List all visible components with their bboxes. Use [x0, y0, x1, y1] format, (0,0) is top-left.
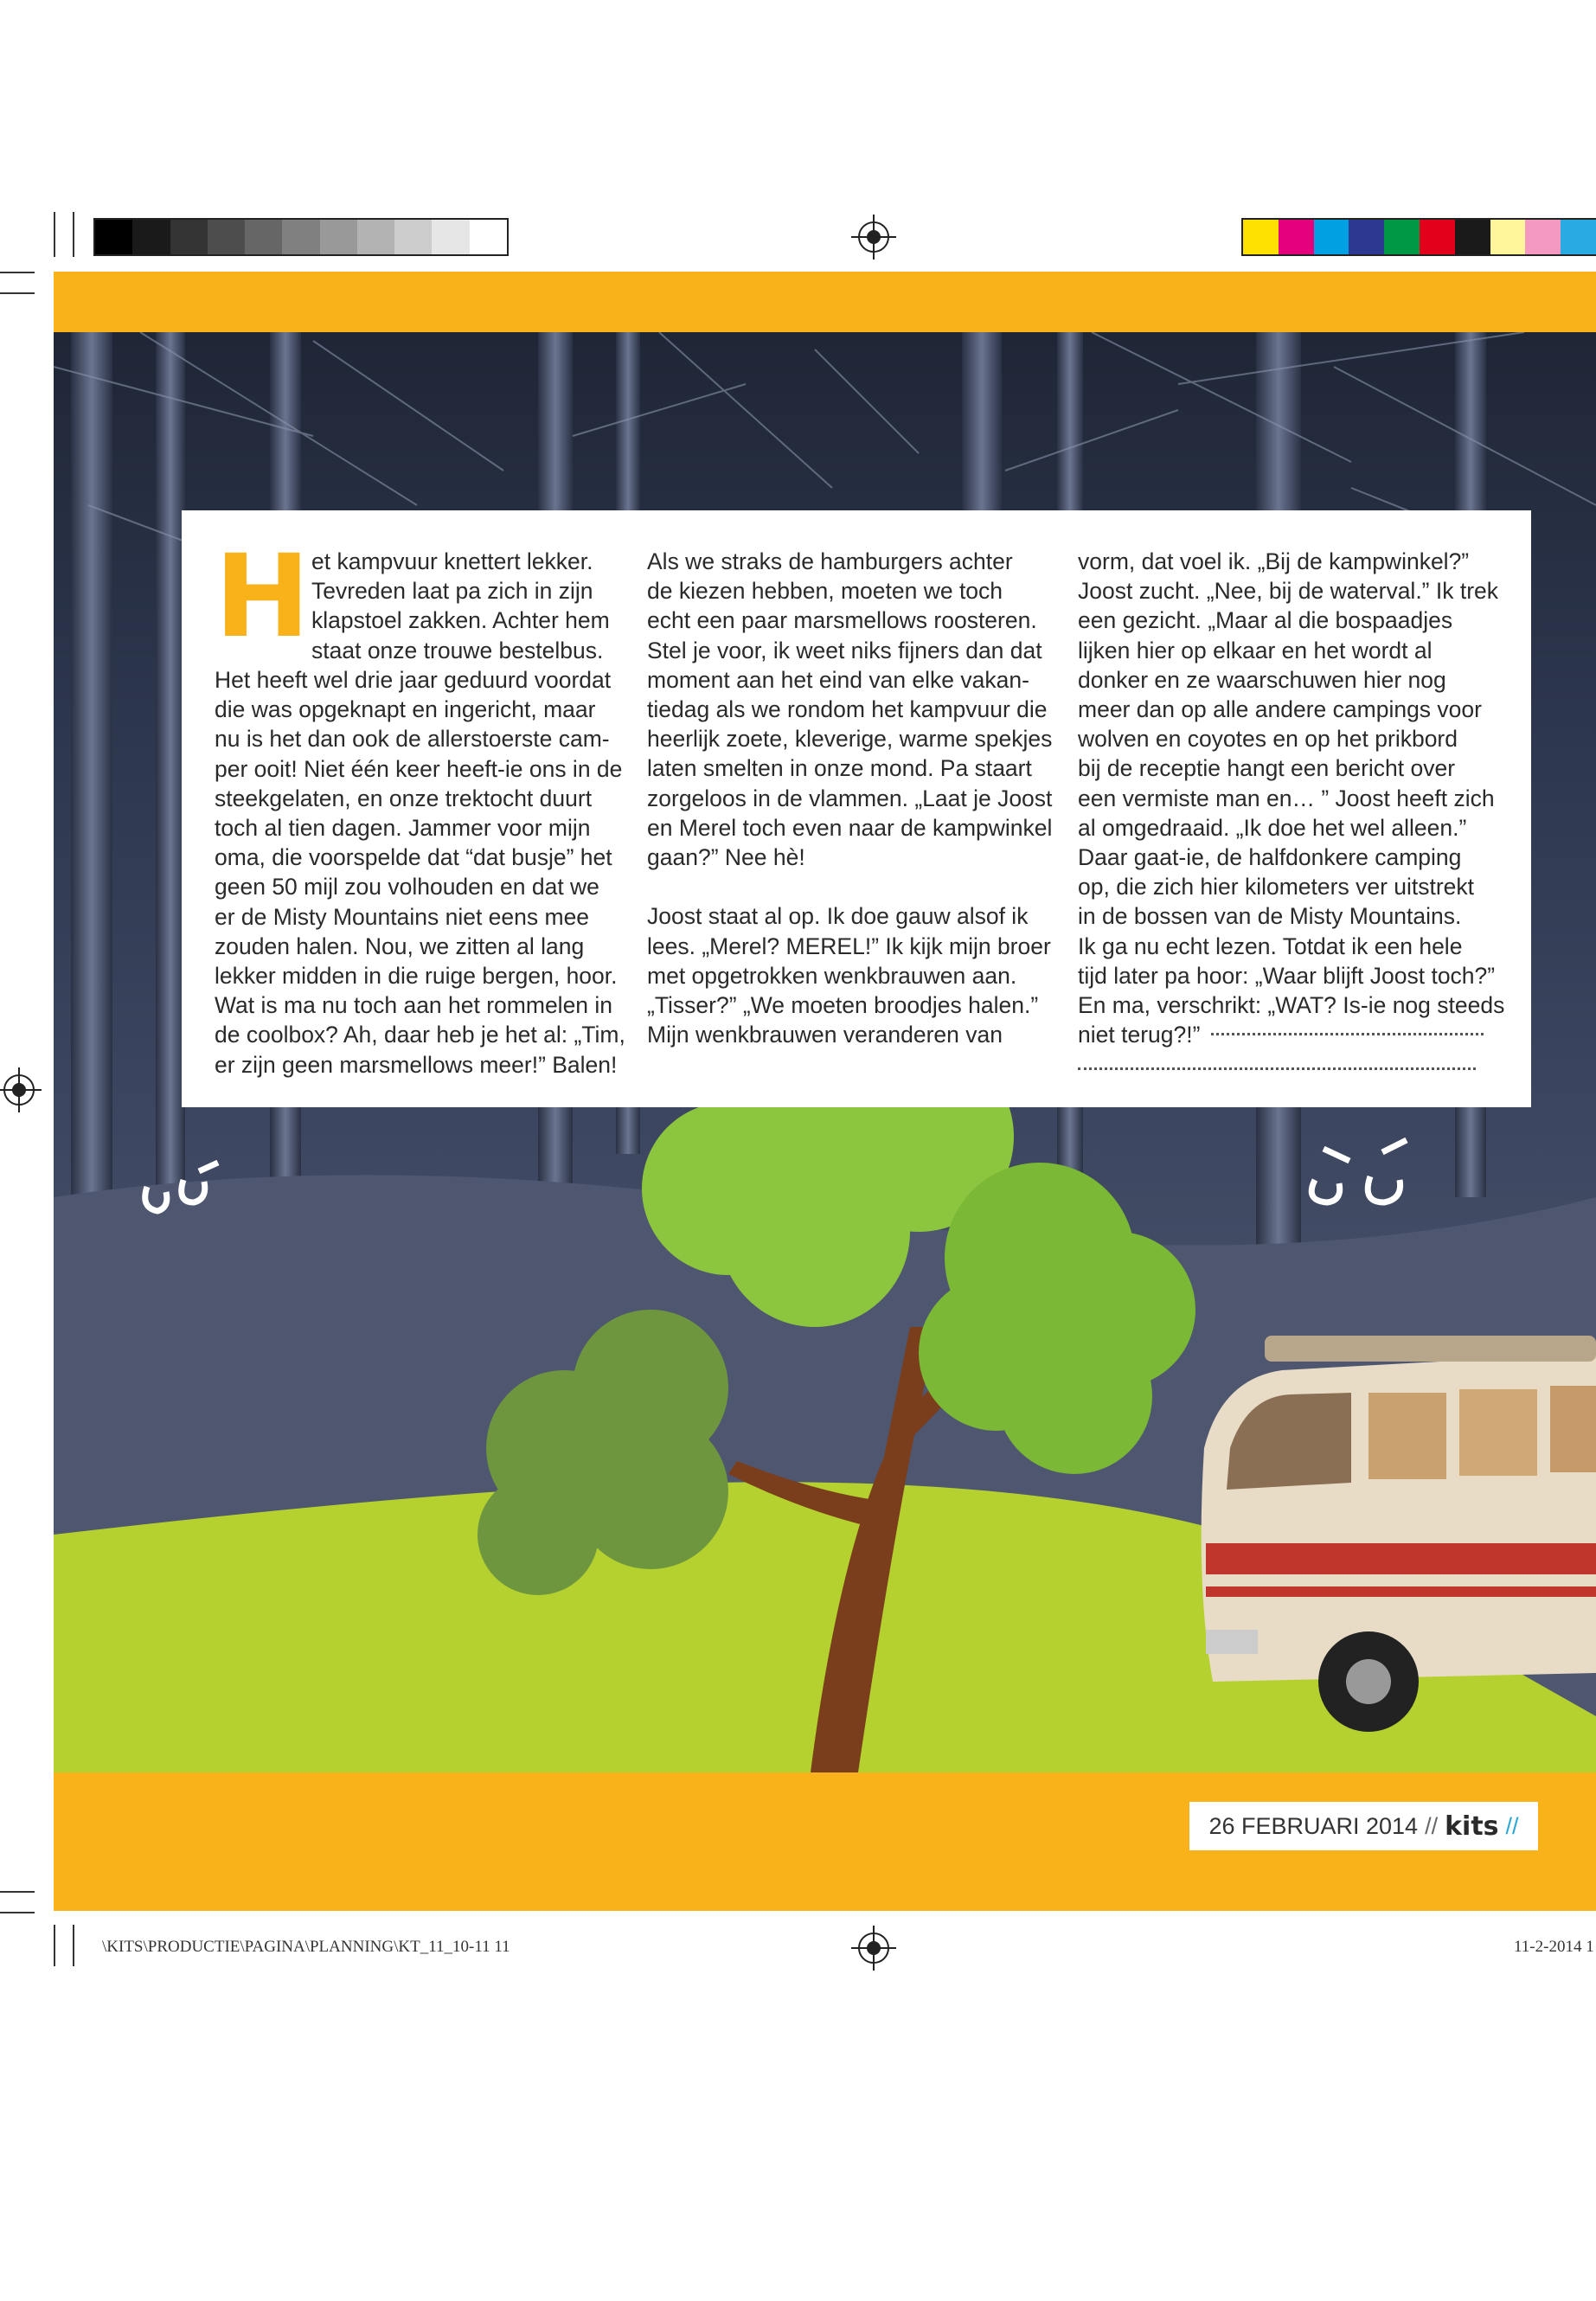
separator: //	[1425, 1812, 1439, 1839]
glowing-eyes-right-icon	[1311, 1140, 1407, 1202]
color-swatch	[1561, 220, 1596, 254]
crop-mark	[54, 212, 55, 257]
gray-swatch	[394, 220, 432, 254]
registration-mark-icon	[858, 221, 889, 253]
gray-swatch	[282, 220, 319, 254]
gray-swatch	[95, 220, 132, 254]
process-color-bar	[1241, 218, 1596, 256]
crop-mark	[0, 1891, 35, 1893]
crop-mark	[73, 212, 74, 257]
color-swatch	[1243, 220, 1279, 254]
story-column-1-intro: et kampvuur knettert lekker. Tevreden laat pa zich in zijn klapstoel zakken. Achter hem staat onze trouwe bestelbus.	[311, 548, 610, 663]
gray-swatch	[245, 220, 282, 254]
registration-mark-icon	[858, 1932, 889, 1964]
grayscale-color-bar	[93, 218, 509, 256]
crop-mark	[0, 1912, 35, 1913]
gray-swatch	[170, 220, 208, 254]
color-swatch	[1420, 220, 1455, 254]
issue-date: 26 FEBRUARI 2014	[1208, 1812, 1419, 1839]
color-swatch	[1384, 220, 1420, 254]
drop-cap: H	[215, 530, 311, 663]
magazine-logo: kits	[1445, 1811, 1499, 1842]
crop-mark	[73, 1925, 74, 1966]
crop-mark	[54, 1925, 55, 1966]
story-column-3: vorm, dat voel ik. „Bij de kampwinkel?” Joost zucht. „Nee, bij de waterval.” Ik trek een gezicht. „Maar al die bospaadjes lijken hier op elkaar en het wordt al donker en ze waarschuwen hier nog meer dan op alle andere campings voor wolven en coyotes en op het prikbord bij de receptie hangt een bericht over een vermiste man en… ” Joost heeft zich al omgedraaid. „Ik doe het wel alleen.” Daar gaat-ie, de halfdonkere camping op, die zich hier kilometers ver uitstrekt in de bossen van de Misty Mountains. Ik ga nu echt lezen. Totdat ik een hele tijd later pa hoor: „Waar blijft Joost toch?” En ma, verschrikt: „WAT? Is-ie nog steeds niet terug?!”	[1078, 548, 1505, 1048]
color-swatch	[1279, 220, 1314, 254]
color-swatch	[1349, 220, 1384, 254]
color-swatch	[1314, 220, 1349, 254]
camper-van-icon	[1202, 1336, 1596, 1732]
story-column-1: Het heeft wel drie jaar geduurd voordat die was opgeknapt en ingericht, maar nu is het dan ook de allerstoerste cam- per ooit! Niet één keer heeft-ie ons in de steekgelaten, en onze trektocht duurt toch al tien dagen. Jammer voor mijn oma, die voorspelde dat “dat busje” het geen 50 mijl zou volhouden en dat we er de Misty Mountains niet eens mee zouden halen. Nou, we zitten al lang lekker midden in die ruige bergen, hoor. Wat is ma nu toch aan het rommelen in de coolbox? Ah, daar heb je het al: „Tim, er zijn geen marsmellows meer!” Balen!	[215, 667, 625, 1078]
crop-mark	[0, 272, 35, 273]
gray-swatch	[357, 220, 394, 254]
color-swatch	[1455, 220, 1490, 254]
color-swatch	[1525, 220, 1561, 254]
gray-swatch	[320, 220, 357, 254]
crop-mark	[0, 292, 35, 294]
print-slug-left: \KITS\PRODUCTIE\PAGINA\PLANNING\KT_11_10-11 11	[102, 1938, 510, 1956]
gray-swatch	[470, 220, 507, 254]
color-swatch	[1490, 220, 1526, 254]
issue-date-flag	[1189, 1802, 1538, 1850]
gray-swatch	[432, 220, 469, 254]
gray-swatch	[208, 220, 245, 254]
dotted-writing-line	[1078, 1061, 1476, 1070]
top-orange-band	[54, 272, 1596, 332]
dotted-writing-line	[1211, 1026, 1484, 1035]
registration-mark-icon	[3, 1074, 35, 1106]
story-column-2: Als we straks de hamburgers achter de kiezen hebben, moeten we toch echt een paar marsmellows roosteren. Stel je voor, ik weet niks fijners dan dat moment aan het eind van elke vakan- tiedag als we rondom het kampvuur die heerlijk zoete, kleverige, warme spekjes laten smelten in onze mond. Pa staart zorgeloos in de vlammen. „Laat je Joost en Merel toch even naar de kampwinkel gaan?” Nee hè! Joost staat al op. Ik doe gauw alsof ik lees. „Merel? MEREL!” Ik kijk mijn broer met opgetrokken wenkbrauwen aan. „Tisser?” „We moeten broodjes halen.” Mijn wenkbrauwen veranderen van	[647, 548, 1053, 1048]
separator: //	[1505, 1812, 1519, 1839]
print-slug-right: 11-2-2014 1	[1514, 1938, 1594, 1956]
gray-swatch	[132, 220, 170, 254]
